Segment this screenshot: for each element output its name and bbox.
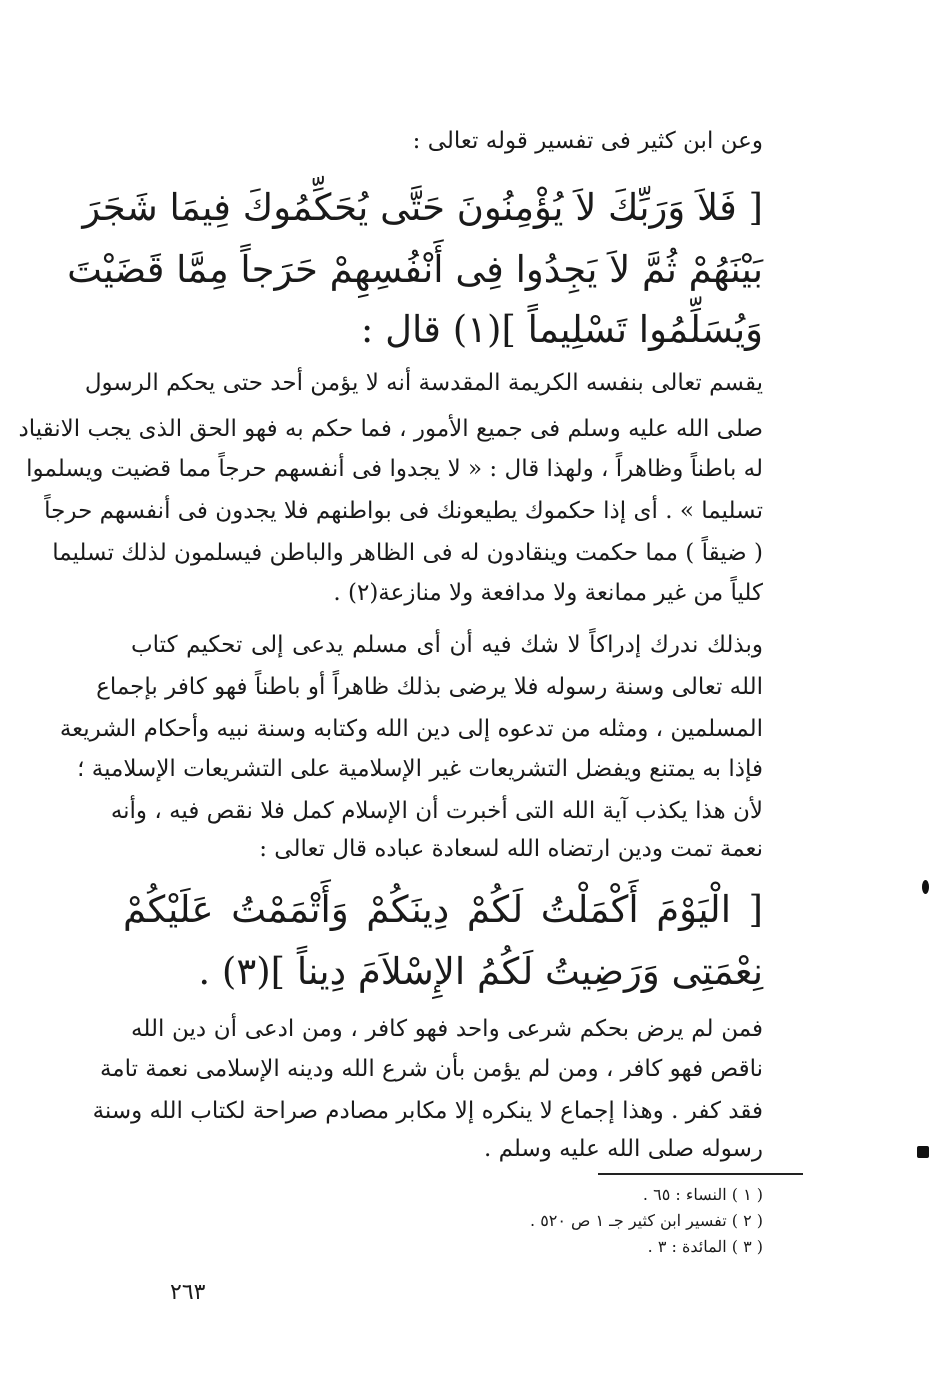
footnote-2: ( ٢ ) تفسير ابن كثير جـ ١ ص ٥٢٠ . (530, 1211, 763, 1230)
footnote-3: ( ٣ ) المائدة : ٣ . (647, 1237, 763, 1256)
paragraph1-line-4: تسليما » . أى إذا حكموك يطيعونك فى بواطنهم فلا يجدون فى أنفسهم حرجاً (44, 498, 763, 524)
paragraph2-line-4: فإذا به يمتنع ويفضل التشريعات غير الإسلامية على التشريعات الإسلامية ؛ (77, 756, 763, 782)
intro-line: وعن ابن كثير فى تفسير قوله تعالى : (412, 128, 763, 154)
paragraph2-line-6: نعمة تمت ودين ارتضاه الله لسعادة عباده قال تعالى : (259, 836, 763, 862)
page-number: ٢٦٣ (170, 1280, 206, 1305)
paragraph3-line-2: ناقص فهو كافر ، ومن لم يؤمن بأن شرع الله ودينه الإسلامى نعمة تامة (99, 1056, 763, 1082)
paragraph2-line-2: الله تعالى وسنة رسوله فلا يرضى بذلك ظاهراً أو باطناً فهو كافر بإجماع (96, 674, 763, 700)
verse2-line-2: نِعْمَتِى وَرَضِيتُ لَكُمُ الإِسْلاَمَ دِيناً ](٣) . (198, 950, 763, 993)
footnote-separator (598, 1173, 803, 1175)
paragraph1-line-6: كلياً من غير ممانعة ولا مدافعة ولا منازعة(٢) . (333, 580, 763, 606)
scan-speck (922, 880, 929, 894)
paragraph1-line-2: صلى الله عليه وسلم فى جميع الأمور ، فما حكم به فهو الحق الذى يجب الانقياد (18, 416, 763, 442)
verse1-line-3: وَيُسَلِّمُوا تَسْلِيماً ](١) قال : (360, 308, 763, 351)
footnote-1: ( ١ ) النساء : ٦٥ . (642, 1185, 763, 1204)
verse2-line-1: [ الْيَوْمَ أَكْمَلْتُ لَكُمْ دِينَكُمْ وَأَتْمَمْتُ عَلَيْكُمْ (123, 888, 763, 931)
paragraph2-line-5: لأن هذا يكذب آية الله التى أخبرت أن الإسلام كمل فلا نقص فيه ، وأنه (110, 798, 763, 824)
paragraph1-line-1: يقسم تعالى بنفسه الكريمة المقدسة أنه لا يؤمن أحد حتى يحكم الرسول (84, 370, 763, 396)
paragraph2-line-3: المسلمين ، ومثله من تدعوه إلى دين الله وكتابه وسنة نبيه وأحكام الشريعة (59, 716, 763, 742)
paragraph1-line-5: ( ضيقاً ) مما حكمت وينقادون له فى الظاهر والباطن فيسلمون لذلك تسليما (52, 540, 763, 566)
paragraph3-line-4: رسوله صلى الله عليه وسلم . (483, 1136, 763, 1162)
paragraph3-line-3: فقد كفر . وهذا إجماع لا ينكره إلا مكابر مصادم صراحة لكتاب الله وسنة (92, 1098, 763, 1124)
paragraph2-line-1: وبذلك ندرك إدراكاً لا شك فيه أن أى مسلم يدعى إلى تحكيم كتاب (131, 632, 763, 658)
verse1-line-1: [ فَلاَ وَرَبِّكَ لاَ يُؤْمِنُونَ حَتَّى يُحَكِّمُوكَ فِيمَا شَجَرَ (82, 186, 763, 229)
scan-speck (917, 1146, 929, 1158)
paragraph3-line-1: فمن لم يرض بحكم شرعى واحد فهو كافر ، ومن ادعى أن دين الله (131, 1016, 763, 1042)
paragraph1-line-3: له باطناً وظاهراً ، ولهذا قال : « لا يجدوا فى أنفسهم حرجاً مما قضيت ويسلموا (26, 456, 763, 482)
verse1-line-2: بَيْنَهُمْ ثُمَّ لاَ يَجِدُوا فِى أَنْفُسِهِمْ حَرَجاً مِمَّا قَضَيْتَ (67, 248, 763, 291)
